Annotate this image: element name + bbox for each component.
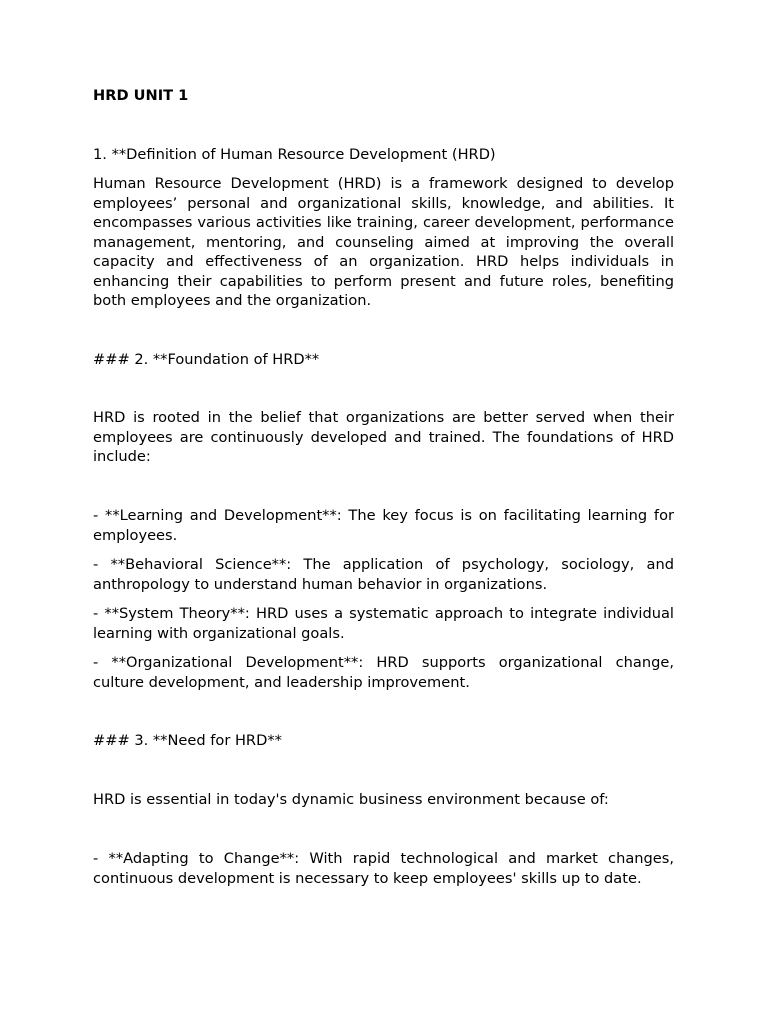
section2-item-orgdev: - **Organizational Development**: HRD supports organizational change, culture development, and leadership improvement. xyxy=(93,654,674,691)
section2-item-behavioral: - **Behavioral Science**: The application of psychology, sociology, and anthropology to understand human behavior in organizations. xyxy=(93,556,674,593)
section2-item-system: - **System Theory**: HRD uses a systematic approach to integrate individual learning with organizational goals. xyxy=(93,605,674,642)
section3-intro: HRD is essential in today's dynamic business environment because of: xyxy=(93,791,609,808)
section2-intro: HRD is rooted in the belief that organizations are better served when their employees are continuously developed and trained. The foundations of HRD include: xyxy=(93,409,674,465)
section2-item-learning: - **Learning and Development**: The key focus is on facilitating learning for employees. xyxy=(93,507,674,544)
section1-paragraph: Human Resource Development (HRD) is a framework designed to develop employees’ personal and organizational skills, knowledge, and abilities. It encompasses various activities like training, career development, performance management, mentoring, and counseling aimed at improving the overall capacity and effectiveness of an organization. HRD helps individuals in enhancing their capabilities to perform present and future roles, benefiting both employees and the organization. xyxy=(93,175,674,309)
section2-heading: ### 2. **Foundation of HRD** xyxy=(93,351,320,368)
section3-heading: ### 3. **Need for HRD** xyxy=(93,732,282,749)
document-title: HRD UNIT 1 xyxy=(93,87,189,104)
section1-heading: 1. **Definition of Human Resource Development (HRD) xyxy=(93,146,496,163)
section3-item-change: - **Adapting to Change**: With rapid technological and market changes, continuous development is necessary to keep employees' skills up to date. xyxy=(93,850,674,887)
